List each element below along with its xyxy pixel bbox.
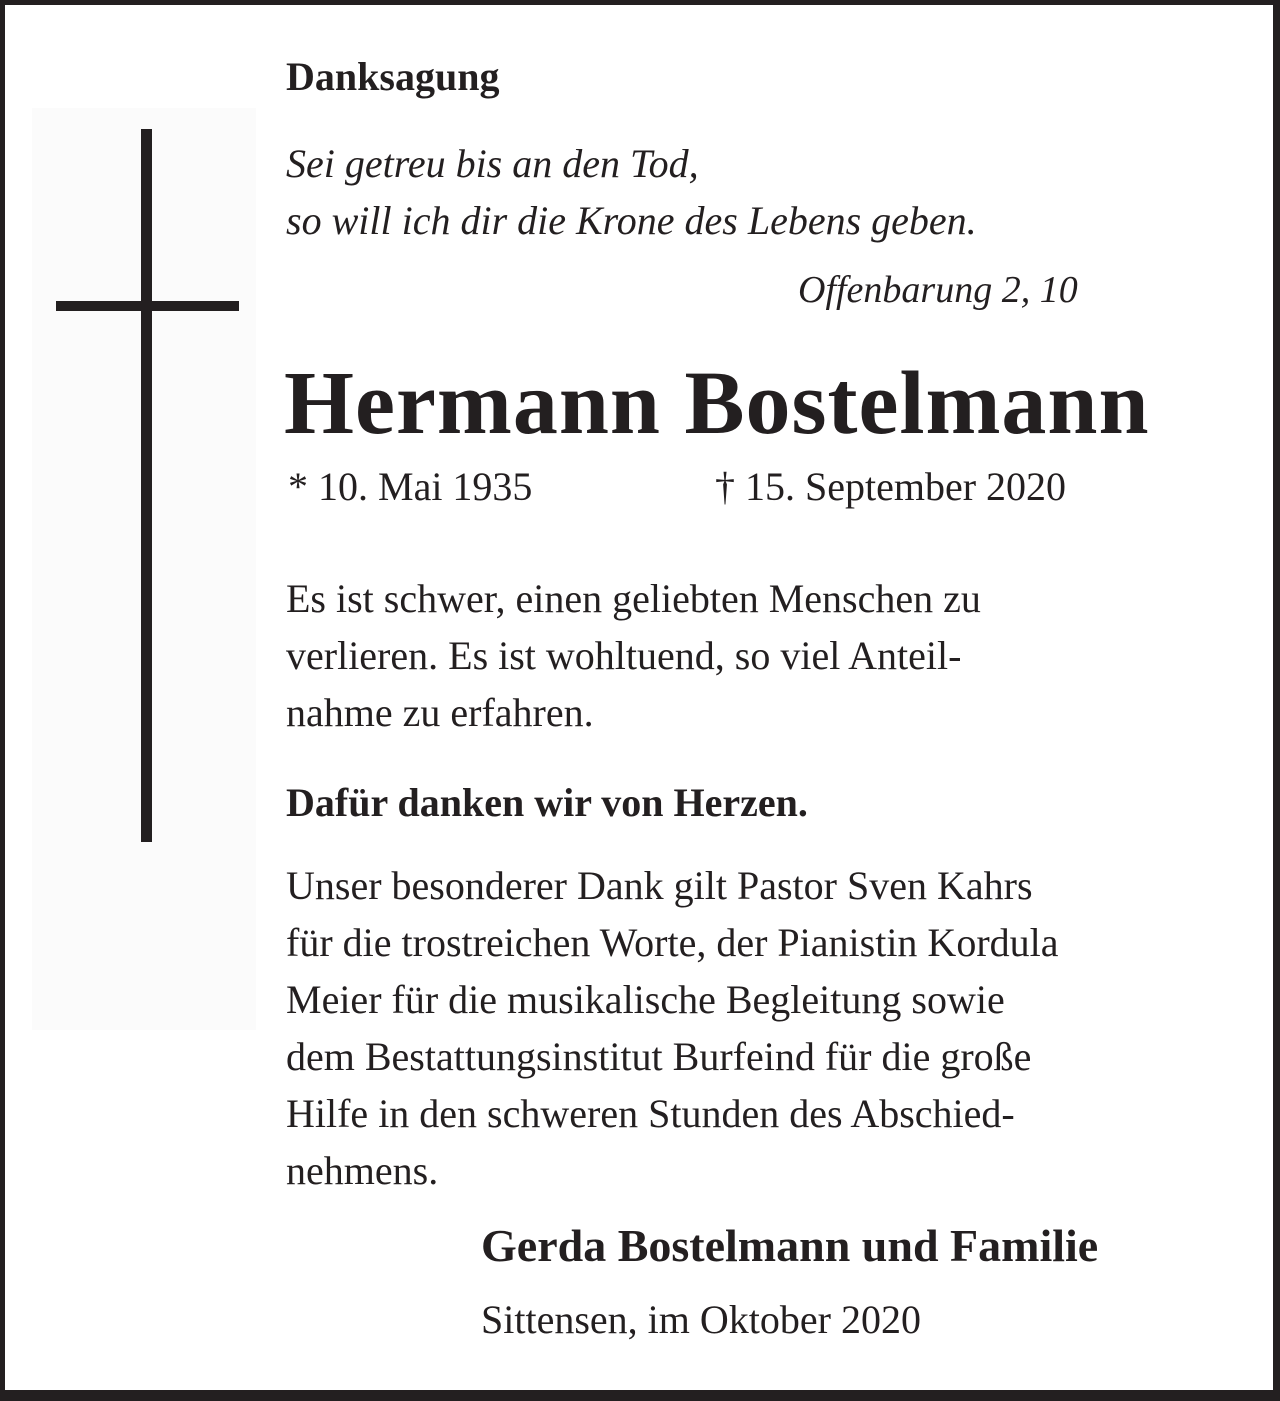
verse-line: Sei getreu bis an den Tod, bbox=[286, 141, 699, 186]
cross-vertical-bar bbox=[141, 129, 152, 842]
thanks-line: Meier für die musikalische Begleitung sowie bbox=[286, 977, 1005, 1022]
verse-line: so will ich dir die Krone des Lebens geben. bbox=[286, 198, 977, 243]
family-signature: Gerda Bostelmann und Familie bbox=[481, 1220, 1099, 1271]
place-date: Sittensen, im Oktober 2020 bbox=[481, 1297, 921, 1342]
thanks-line: Hilfe in den schweren Stunden des Abschied- bbox=[286, 1091, 1015, 1136]
intro-line: nahme zu erfahren. bbox=[286, 690, 594, 735]
thanks-heading: Dafür danken wir von Herzen. bbox=[286, 780, 808, 825]
bible-verse bbox=[286, 135, 977, 249]
thanks-line: dem Bestattungsinstitut Burfeind für die große bbox=[286, 1034, 1032, 1079]
intro-line: Es ist schwer, einen geliebten Menschen zu bbox=[286, 576, 981, 621]
thanks-paragraph bbox=[286, 857, 1059, 1199]
cross-horizontal-bar bbox=[56, 301, 239, 311]
intro-line: verlieren. Es ist wohltuend, so viel Anteil- bbox=[286, 633, 962, 678]
thanks-line: Unser besonderer Dank gilt Pastor Sven Kahrs bbox=[286, 863, 1033, 908]
thanks-line: nehmens. bbox=[286, 1148, 439, 1193]
death-date: † 15. September 2020 bbox=[715, 464, 1067, 509]
verse-reference: Offenbarung 2, 10 bbox=[798, 269, 1078, 311]
intro-paragraph bbox=[286, 570, 981, 741]
birth-date: * 10. Mai 1935 bbox=[288, 464, 533, 509]
thanks-line: für die trostreichen Worte, der Pianistin Kordula bbox=[286, 920, 1059, 965]
deceased-name: Hermann Bostelmann bbox=[284, 354, 1150, 453]
notice-heading: Danksagung bbox=[286, 54, 500, 99]
